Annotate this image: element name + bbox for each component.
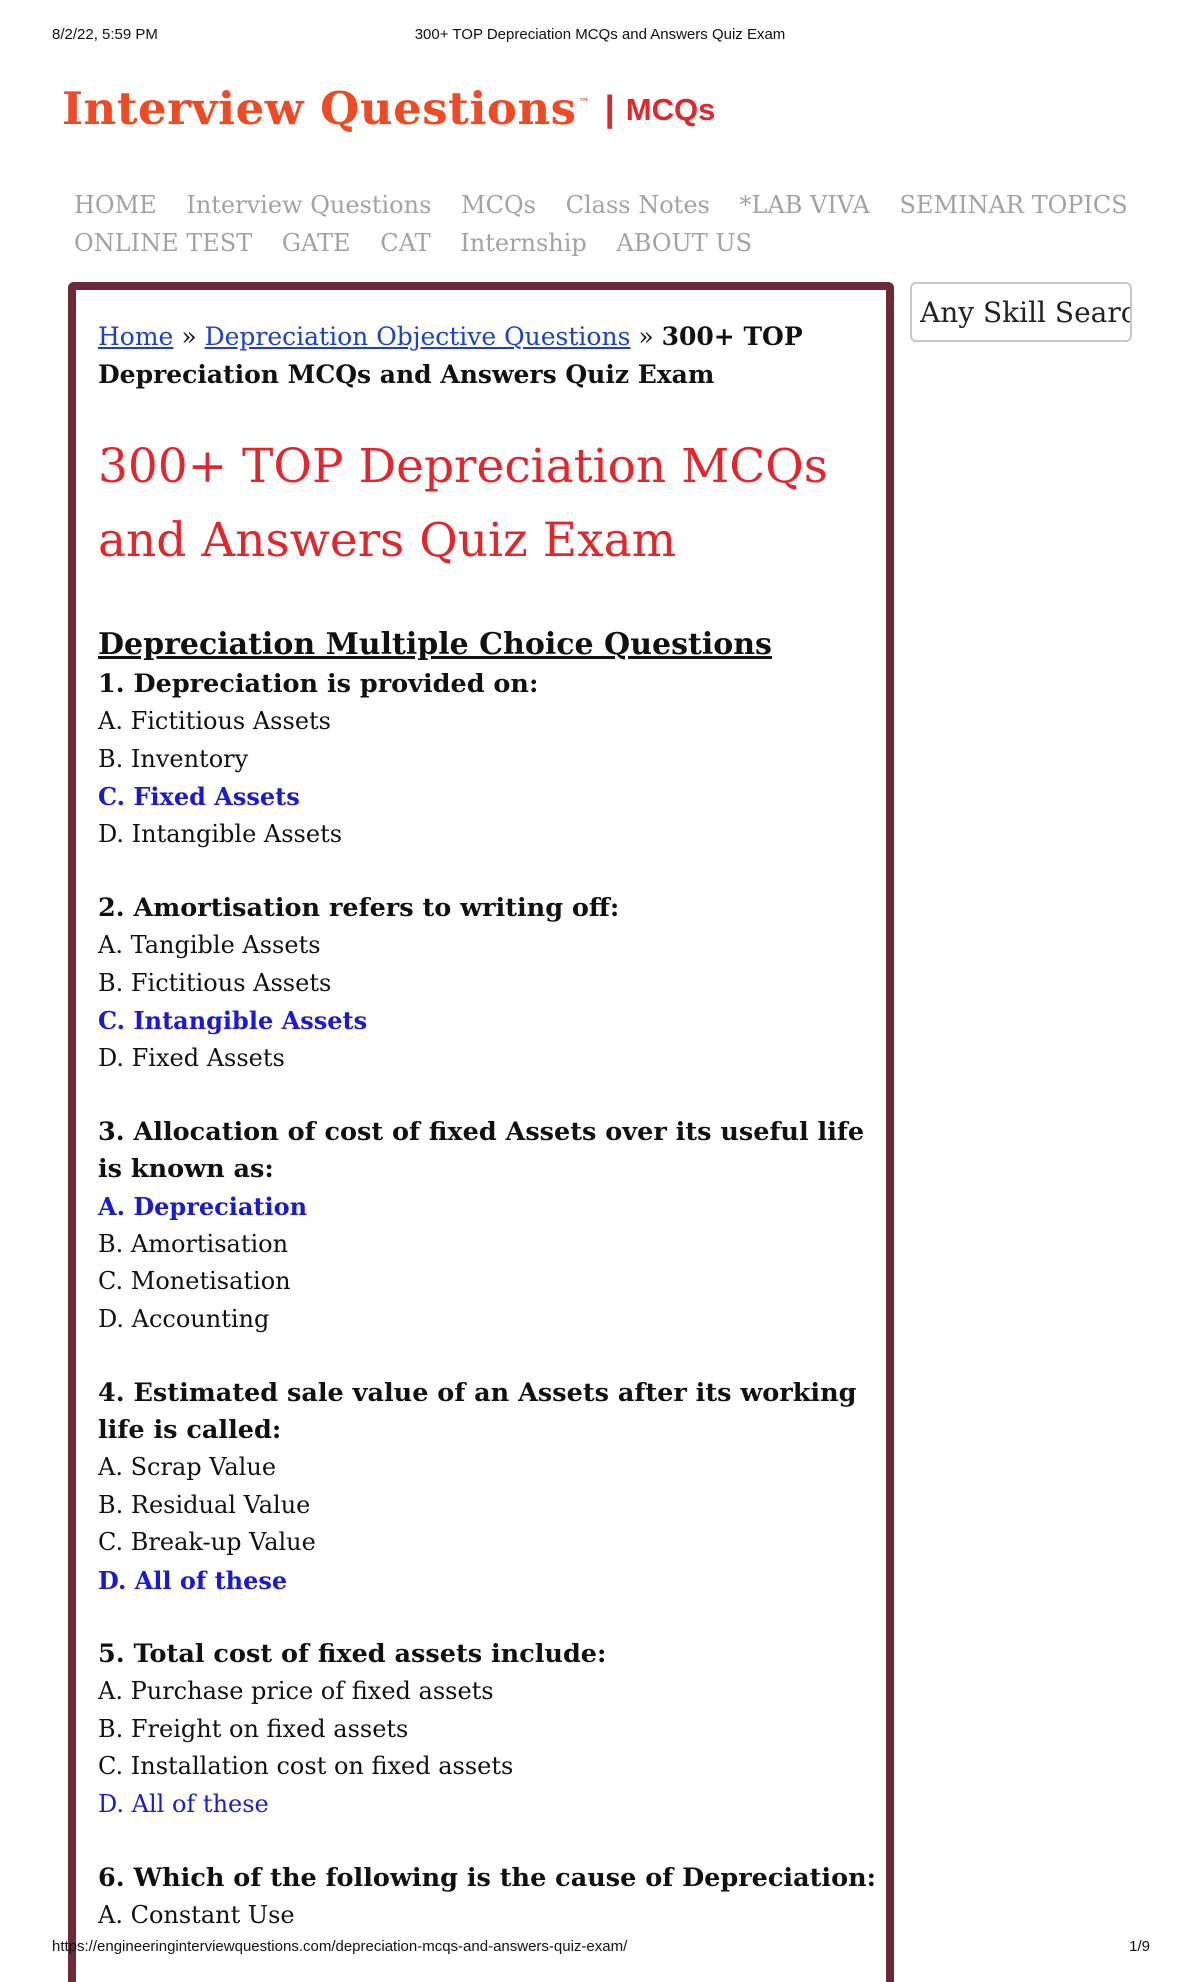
correct-answer-option: C. Intangible Assets (98, 1006, 368, 1035)
answer-option: B. Freight on fixed assets (98, 1714, 409, 1743)
print-header (0, 26, 1200, 50)
breadcrumb-separator: » (181, 322, 197, 351)
question-text: 1. Depreciation is provided on: (98, 669, 539, 699)
breadcrumb-category-link[interactable]: Depreciation Objective Questions (204, 322, 631, 351)
article-content (98, 318, 878, 1935)
page-title: 300+ TOP Depreciation MCQs and Answers Quiz Exam (98, 439, 828, 568)
nav-row-2 (74, 224, 1074, 262)
nav-cat[interactable]: CAT (380, 229, 431, 257)
nav-class-notes[interactable]: Class Notes (565, 191, 710, 219)
answer-option: D. Intangible Assets (98, 819, 343, 848)
answer-option: B. Amortisation (98, 1229, 289, 1258)
answer-option: C. Break-up Value (98, 1528, 316, 1556)
answer-option: B. Residual Value (98, 1490, 311, 1519)
answer-option: C. Monetisation (98, 1267, 291, 1295)
question-item (98, 1114, 878, 1338)
nav-seminar-topics[interactable]: SEMINAR TOPICS (899, 191, 1128, 219)
print-page-number: 1/9 (1129, 1938, 1150, 1955)
print-footer (0, 1938, 1200, 1962)
question-item (98, 666, 878, 853)
nav-gate[interactable]: GATE (281, 229, 351, 257)
breadcrumb-separator: » (638, 322, 654, 351)
print-date: 8/2/22, 5:59 PM (52, 26, 158, 43)
answer-option: C. Installation cost on fixed assets (98, 1752, 514, 1780)
print-title: 300+ TOP Depreciation MCQs and Answers Quiz Exam (414, 26, 786, 43)
answer-option: B. Inventory (98, 744, 249, 773)
breadcrumb (98, 318, 878, 394)
logo-separator: | (604, 88, 615, 129)
answer-option: B. Fictitious Assets (98, 968, 332, 997)
section-heading: Depreciation Multiple Choice Questions (98, 627, 772, 662)
correct-answer-option: A. Depreciation (98, 1192, 308, 1221)
nav-online-test[interactable]: ONLINE TEST (74, 229, 253, 257)
correct-answer-option: D. All of these (98, 1565, 288, 1595)
nav-row-1 (74, 186, 1128, 224)
correct-answer-option: C. Fixed Assets (98, 782, 300, 811)
logo-trademark: ™ (578, 96, 590, 109)
article-container (68, 282, 894, 1982)
question-item (98, 1636, 878, 1823)
site-logo[interactable] (62, 82, 715, 142)
answer-option: A. Purchase price of fixed assets (98, 1677, 494, 1705)
answer-option: A. Tangible Assets (98, 931, 321, 959)
question-text: 6. Which of the following is the cause of Depreciation: (98, 1863, 877, 1893)
search-input[interactable] (912, 284, 1130, 340)
breadcrumb-home-link[interactable]: Home (98, 322, 174, 351)
answer-option: D. Accounting (98, 1304, 270, 1333)
logo-brand: Interview Questions (62, 82, 577, 135)
question-text: 4. Estimated sale value of an Assets after its working life is called: (98, 1378, 857, 1445)
question-item (98, 1375, 878, 1599)
print-url: https://engineeringinterviewquestions.com/depreciation-mcqs-and-answers-quiz-exam/ (52, 1938, 628, 1955)
answer-option: A. Scrap Value (98, 1453, 277, 1481)
nav-interview-questions[interactable]: Interview Questions (186, 191, 432, 219)
answer-option: A. Constant Use (98, 1901, 295, 1929)
nav-mcqs[interactable]: MCQs (461, 191, 536, 219)
search-box (910, 282, 1132, 342)
nav-lab-viva[interactable]: *LAB VIVA (739, 191, 870, 219)
question-text: 3. Allocation of cost of fixed Assets over its useful life is known as: (98, 1117, 865, 1184)
question-item (98, 1860, 878, 1935)
question-text: 5. Total cost of fixed assets include: (98, 1639, 607, 1669)
question-text: 2. Amortisation refers to writing off: (98, 893, 620, 923)
correct-answer-option: D. All of these (98, 1789, 269, 1818)
breadcrumb-current: 300+ TOP Depreciation MCQs and Answers Quiz Exam (98, 322, 803, 389)
nav-about-us[interactable]: ABOUT US (616, 229, 753, 257)
logo-section: MCQs (625, 92, 716, 127)
question-list (98, 666, 878, 1935)
question-item (98, 890, 878, 1077)
nav-home[interactable]: HOME (74, 191, 157, 219)
nav-internship[interactable]: Internship (460, 229, 587, 257)
answer-option: D. Fixed Assets (98, 1043, 285, 1072)
answer-option: A. Fictitious Assets (98, 707, 331, 735)
main-nav (74, 186, 1128, 262)
